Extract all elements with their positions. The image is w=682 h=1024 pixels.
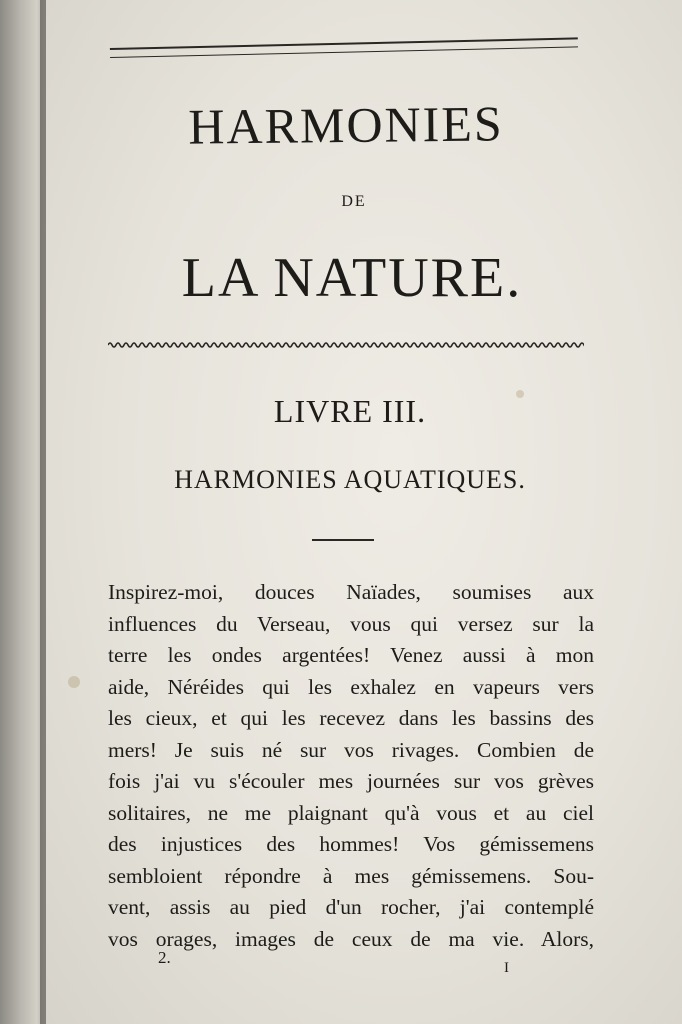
text-line: influences du Verseau, vous qui versez sur la [108,611,594,636]
book-page [46,0,682,1024]
text-line: terre les ondes argentées! Venez aussi à mon [108,643,594,667]
title-la-nature: LA NATURE. [181,247,523,309]
short-divider [312,539,374,541]
wavy-ornament-rule [108,340,584,350]
section-heading: HARMONIES AQUATIQUES. [174,465,526,494]
body-paragraph [108,577,594,955]
text-line: aide, Néréides qui les exhalez en vapeurs vers [108,674,594,699]
title-de: DE [341,193,367,210]
text-line: vos orages, images de ceux de ma vie. Alors, [108,926,594,951]
double-rule [110,37,578,58]
text-line: des injustices des hommes! Vos gémissemens [108,832,594,856]
text-line: les cieux, et qui les recevez dans les bassins des [108,706,594,730]
text-line: mers! Je suis né sur vos rivages. Combien de [108,737,594,762]
book-heading: LIVRE III. [273,393,427,429]
text-line: solitaires, ne me plaignant qu'à vous et au ciel [108,800,594,825]
text-line: Inspirez-moi, douces Naïades, soumises aux [108,580,594,604]
text-line: vent, assis au pied d'un rocher, j'ai contemplé [108,895,594,919]
page-number: I [504,960,509,976]
title-harmonies: HARMONIES [188,95,504,155]
foxing-spot [68,676,80,688]
text-line: fois j'ai vu s'écouler mes journées sur vos grèves [108,769,594,793]
signature-mark: 2. [158,948,171,967]
text-line: sembloient répondre à mes gémissemens. Sou- [108,863,594,888]
